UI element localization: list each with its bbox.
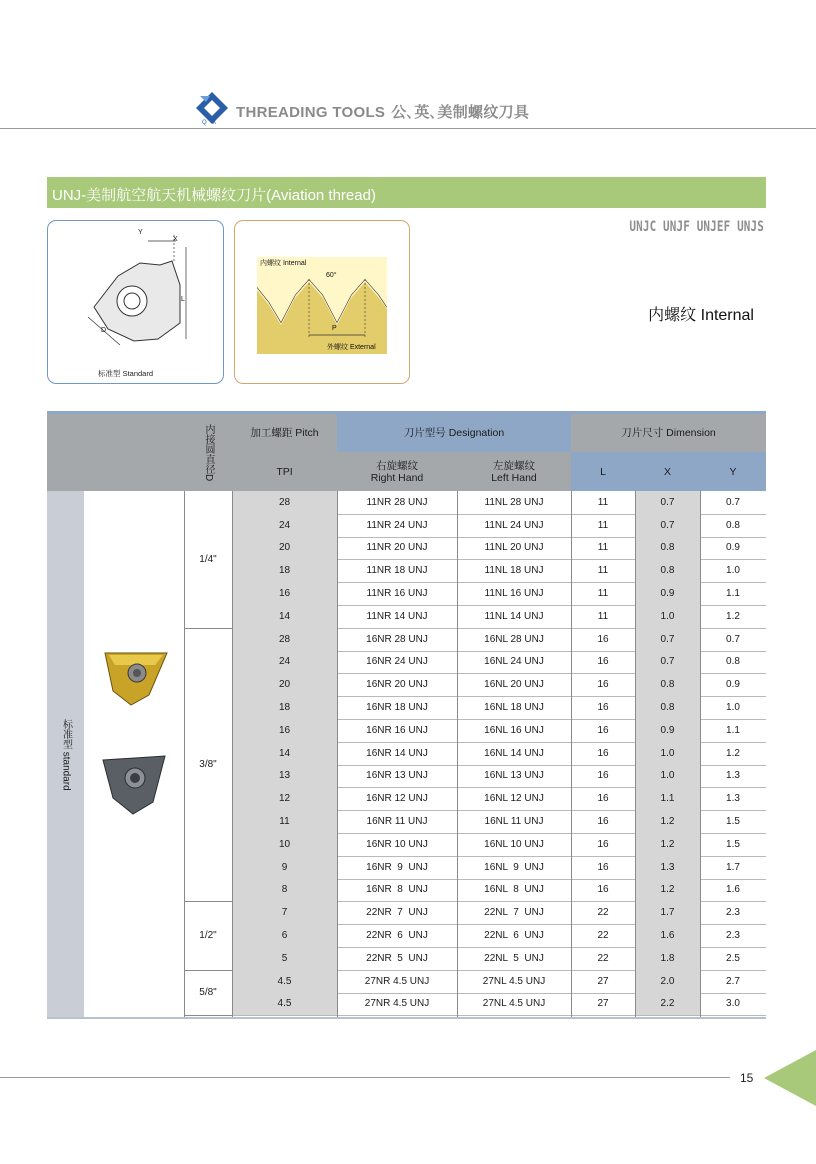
x-cell: 1.8 — [660, 952, 675, 964]
x-cell: 1.2 — [660, 884, 675, 896]
l-cell: 11 — [597, 542, 609, 554]
l-cell: 16 — [597, 861, 609, 873]
tpi-cell: 14 — [278, 747, 291, 759]
left-hand-cell: 22NL 5 UNJ — [484, 952, 544, 964]
y-cell: 0.8 — [726, 519, 740, 531]
left-hand-cell: 16NL 14 UNJ — [484, 747, 544, 759]
right-hand-cell: 16NR 12 UNJ — [366, 793, 428, 805]
y-cell: 0.7 — [726, 496, 740, 508]
left-hand-cell: 16NL 18 UNJ — [484, 702, 544, 714]
right-hand-cell: 11NR 16 UNJ — [366, 588, 428, 600]
header-divider — [0, 128, 816, 129]
left-hand-cell: 11NL 28 UNJ — [484, 496, 544, 508]
y-cell: 0.9 — [726, 542, 740, 554]
thread-drawing — [257, 257, 387, 354]
left-hand-cell: 11NL 16 UNJ — [484, 588, 544, 600]
col-header-designation: 刀片型号 Designation — [403, 427, 505, 439]
x-cell: 2.2 — [660, 998, 675, 1010]
l-cell: 27 — [597, 998, 609, 1010]
internal-label: 内螺纹 Internal — [648, 307, 754, 324]
col-header-left-hand — [457, 452, 571, 491]
page-corner-triangle — [764, 1050, 816, 1106]
x-cell: 0.7 — [660, 496, 675, 508]
y-cell: 1.5 — [726, 838, 740, 850]
category-label: 标准型 standard — [60, 719, 72, 791]
y-cell: 0.8 — [726, 656, 740, 668]
x-cell: 0.7 — [660, 656, 675, 668]
tpi-cell: 20 — [278, 679, 291, 691]
x-cell: 2.0 — [660, 975, 675, 987]
column-divider — [700, 491, 701, 1019]
x-cell: 1.7 — [660, 907, 675, 919]
right-hand-cell: 16NR 11 UNJ — [366, 816, 428, 828]
y-cell: 2.3 — [726, 907, 740, 919]
x-cell: 0.8 — [660, 702, 675, 714]
y-cell: 1.3 — [726, 770, 740, 782]
thread-profile-area — [257, 257, 387, 354]
y-cell: 0.9 — [726, 679, 740, 691]
x-cell: 1.6 — [660, 930, 675, 942]
l-cell: 11 — [597, 588, 609, 600]
tpi-cell: 16 — [278, 588, 291, 600]
left-hand-cell: 16NL 13 UNJ — [484, 770, 544, 782]
tpi-cell: 11 — [279, 816, 290, 828]
tpi-cell: 14 — [278, 610, 291, 622]
left-hand-cell: 22NL 7 UNJ — [484, 907, 544, 919]
logo-text: Q X — [202, 120, 219, 126]
y-cell: 1.6 — [726, 884, 740, 896]
tpi-cell: 24 — [278, 519, 291, 531]
page-number: 15 — [740, 1071, 754, 1085]
standard-caption: 标准型 Standard — [98, 369, 154, 378]
brand-title — [236, 101, 529, 122]
left-hand-cell: 27NL 4.5 UNJ — [482, 975, 546, 987]
right-hand-cell: 11NR 14 UNJ — [366, 610, 428, 622]
label-d: D — [101, 327, 107, 334]
left-hand-cell: 11NL 18 UNJ — [484, 565, 544, 577]
l-cell: 11 — [597, 496, 609, 508]
l-cell: 16 — [597, 679, 609, 691]
column-divider — [337, 491, 338, 1019]
x-cell: 1.0 — [660, 610, 675, 622]
y-cell: 1.0 — [726, 565, 740, 577]
y-cell: 1.1 — [726, 588, 740, 600]
left-hand-cell: 16NL 10 UNJ — [484, 838, 544, 850]
x-cell: 0.7 — [660, 633, 675, 645]
x-cell: 1.2 — [660, 816, 675, 828]
y-cell: 0.7 — [726, 633, 740, 645]
insert-spec-table — [47, 411, 766, 1019]
right-hand-cell: 11NR 24 UNJ — [366, 519, 428, 531]
right-hand-cell: 27NR 4.5 UNJ — [364, 975, 430, 987]
col-header-y: Y — [729, 465, 737, 478]
y-cell: 1.0 — [726, 702, 740, 714]
right-hand-cn: 右旋螺纹 — [376, 459, 418, 472]
right-hand-cell: 16NR 13 UNJ — [366, 770, 428, 782]
tpi-cell: 28 — [278, 633, 291, 645]
y-cell: 1.3 — [726, 793, 740, 805]
x-cell: 1.3 — [660, 861, 675, 873]
thread-angle-label: 60° — [326, 272, 337, 279]
y-cell: 2.7 — [726, 975, 740, 987]
x-cell: 0.8 — [660, 542, 675, 554]
col-header-diameter: 内接圆直径D — [203, 423, 214, 482]
right-hand-cell: 16NR 14 UNJ — [366, 747, 428, 759]
tpi-cell: 10 — [278, 838, 291, 850]
right-hand-en: Right Hand — [370, 471, 424, 484]
thread-pitch-label: P — [332, 325, 337, 332]
right-hand-cell: 11NR 28 UNJ — [366, 496, 428, 508]
col-header-pitch: 加工螺距 Pitch — [250, 427, 319, 439]
right-hand-cell: 11NR 20 UNJ — [366, 542, 428, 554]
tpi-cell: 8 — [281, 884, 288, 896]
tpi-cell: 28 — [278, 496, 291, 508]
x-cell: 1.1 — [660, 793, 675, 805]
section-title: UNJ-美制航空航天机械螺纹刀片(Aviation thread) — [52, 187, 376, 204]
label-y: Y — [138, 229, 143, 236]
column-divider — [232, 491, 233, 1019]
l-cell: 11 — [597, 519, 609, 531]
left-hand-cell: 11NL 14 UNJ — [484, 610, 544, 622]
y-cell: 2.5 — [726, 952, 740, 964]
col-header-right-hand — [337, 452, 457, 491]
tpi-cell: 9 — [281, 861, 288, 873]
column-divider — [571, 491, 572, 1019]
table-bottom-border — [47, 1017, 766, 1019]
left-hand-cn: 左旋螺纹 — [493, 459, 535, 472]
x-cell: 0.7 — [660, 519, 675, 531]
l-cell: 16 — [597, 793, 609, 805]
l-cell: 22 — [597, 930, 609, 942]
x-cell: 1.0 — [660, 770, 675, 782]
l-cell: 16 — [597, 633, 609, 645]
col-header-tpi: TPI — [276, 465, 293, 478]
right-hand-cell: 11NR 18 UNJ — [366, 565, 428, 577]
l-cell: 16 — [597, 816, 609, 828]
col-header-l: L — [600, 465, 606, 478]
x-cell: 0.9 — [660, 588, 675, 600]
y-cell: 2.3 — [726, 930, 740, 942]
y-cell: 1.1 — [726, 724, 740, 736]
y-cell: 1.5 — [726, 816, 740, 828]
left-hand-en: Left Hand — [491, 471, 537, 484]
left-hand-cell: 22NL 6 UNJ — [484, 930, 544, 942]
l-cell: 16 — [597, 770, 609, 782]
left-hand-cell: 16NL 8 UNJ — [484, 884, 544, 896]
thread-types: UNJC UNJF UNJEF UNJS — [629, 219, 764, 235]
l-cell: 16 — [597, 656, 609, 668]
left-hand-cell: 16NL 16 UNJ — [484, 724, 544, 736]
y-cell: 1.7 — [726, 861, 740, 873]
label-l: L — [181, 296, 185, 303]
l-cell: 22 — [597, 952, 609, 964]
column-divider — [457, 491, 458, 1019]
l-cell: 16 — [597, 724, 609, 736]
right-hand-cell: 16NR 10 UNJ — [366, 838, 428, 850]
tpi-cell: 7 — [281, 907, 288, 919]
right-hand-cell: 27NR 4.5 UNJ — [364, 998, 430, 1010]
left-hand-cell: 27NL 4.5 UNJ — [482, 998, 546, 1010]
tpi-cell: 5 — [281, 952, 288, 964]
right-hand-cell: 22NR 7 UNJ — [366, 907, 428, 919]
left-hand-cell: 11NL 20 UNJ — [484, 542, 544, 554]
tpi-cell: 16 — [278, 724, 291, 736]
l-cell: 22 — [597, 907, 609, 919]
column-divider — [635, 491, 636, 1019]
l-cell: 16 — [597, 884, 609, 896]
tpi-cell: 20 — [278, 542, 291, 554]
thread-external-label: 外螺纹 External — [327, 344, 376, 351]
diameter-cell: 3/8" — [199, 759, 217, 771]
right-hand-cell: 22NR 6 UNJ — [366, 930, 428, 942]
col-header-dimension: 刀片尺寸 Dimension — [621, 427, 716, 439]
diameter-cell: 5/8" — [199, 987, 217, 999]
diameter-cell: 1/4" — [199, 553, 217, 565]
x-cell: 1.2 — [660, 838, 675, 850]
right-hand-cell: 16NR 8 UNJ — [366, 884, 428, 896]
column-divider — [184, 491, 185, 1019]
x-cell: 0.9 — [660, 724, 675, 736]
left-hand-cell: 16NL 9 UNJ — [484, 861, 544, 873]
insert-drawing — [48, 221, 223, 383]
right-hand-cell: 16NR 20 UNJ — [366, 679, 428, 691]
left-hand-cell: 16NL 28 UNJ — [484, 633, 544, 645]
gold-insert-image — [101, 647, 171, 711]
left-hand-cell: 16NL 20 UNJ — [484, 679, 544, 691]
left-hand-cell: 16NL 11 UNJ — [484, 816, 544, 828]
y-cell: 1.2 — [726, 610, 740, 622]
l-cell: 16 — [597, 838, 609, 850]
label-x: X — [173, 236, 178, 243]
l-cell: 27 — [597, 975, 609, 987]
tpi-cell: 13 — [278, 770, 291, 782]
tpi-cell: 4.5 — [277, 998, 292, 1010]
y-cell: 3.0 — [726, 998, 740, 1010]
l-cell: 11 — [597, 610, 609, 622]
right-hand-cell: 16NR 18 UNJ — [366, 702, 428, 714]
left-hand-cell: 16NL 12 UNJ — [484, 793, 544, 805]
tpi-cell: 6 — [281, 930, 288, 942]
tpi-cell: 12 — [278, 793, 291, 805]
left-hand-cell: 11NL 24 UNJ — [484, 519, 544, 531]
right-hand-cell: 16NR 24 UNJ — [366, 656, 428, 668]
brand-title-cn: 公､英､美制螺纹刀具 — [391, 104, 530, 121]
col-header-x: X — [663, 465, 671, 478]
x-cell: 1.0 — [660, 747, 675, 759]
right-hand-cell: 22NR 5 UNJ — [366, 952, 428, 964]
left-hand-cell: 16NL 24 UNJ — [484, 656, 544, 668]
gray-insert-image — [99, 752, 173, 818]
l-cell: 11 — [597, 565, 609, 577]
brand-title-en: THREADING TOOLS — [236, 104, 386, 121]
right-hand-cell: 16NR 9 UNJ — [366, 861, 428, 873]
right-hand-cell: 16NR 16 UNJ — [366, 724, 428, 736]
x-cell: 0.8 — [660, 679, 675, 691]
tpi-cell: 24 — [278, 656, 291, 668]
insert-dimension-diagram — [47, 220, 224, 384]
footer-divider — [0, 1077, 730, 1078]
right-hand-cell: 16NR 28 UNJ — [366, 633, 428, 645]
x-cell: 0.8 — [660, 565, 675, 577]
tpi-cell: 18 — [278, 565, 291, 577]
y-cell: 1.2 — [726, 747, 740, 759]
thread-internal-label: 内螺纹 Internal — [260, 260, 307, 267]
tpi-cell: 4.5 — [277, 975, 292, 987]
l-cell: 16 — [597, 702, 609, 714]
tpi-cell: 18 — [278, 702, 291, 714]
diameter-cell: 1/2" — [199, 930, 217, 942]
l-cell: 16 — [597, 747, 609, 759]
